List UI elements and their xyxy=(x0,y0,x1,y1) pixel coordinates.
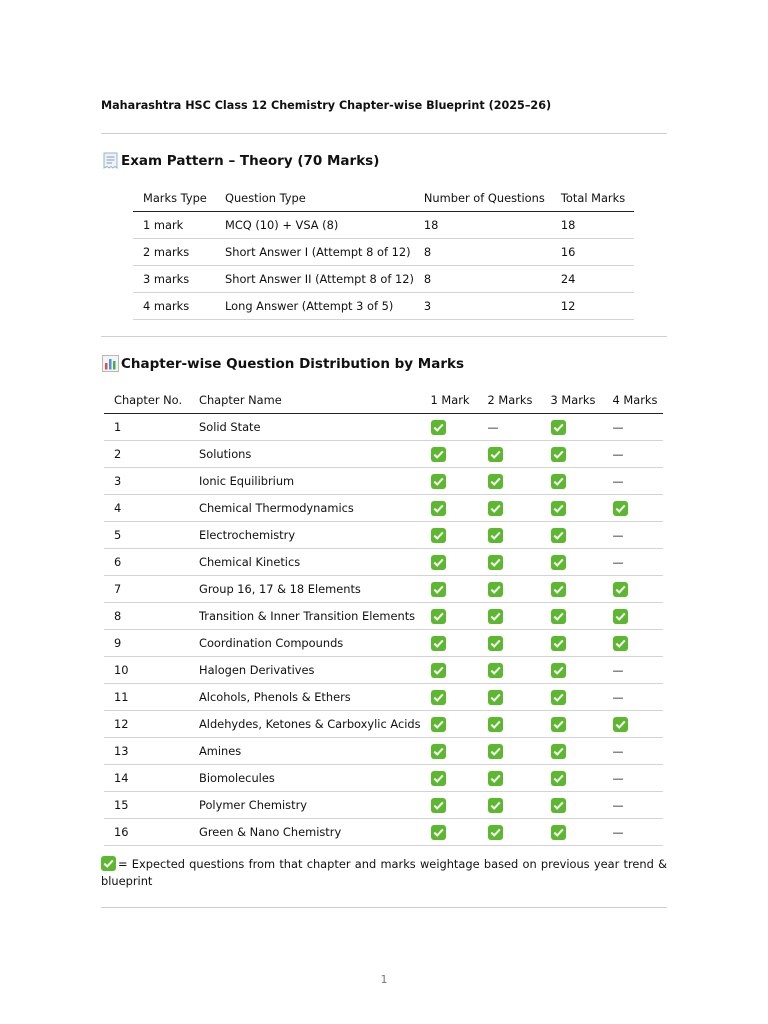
chapter-number: 14 xyxy=(104,765,189,792)
marks-cell xyxy=(421,576,478,603)
table-cell: 2 marks xyxy=(133,239,215,266)
marks-cell xyxy=(478,441,541,468)
check-mark-icon xyxy=(488,744,503,759)
table-row xyxy=(104,630,663,657)
marks-cell xyxy=(603,522,663,549)
receipt-icon xyxy=(101,151,120,170)
chapter-name: Electrochemistry xyxy=(189,522,421,549)
marks-cell xyxy=(603,495,663,522)
check-mark-icon xyxy=(488,690,503,705)
chapter-name: Biomolecules xyxy=(189,765,421,792)
marks-cell xyxy=(603,792,663,819)
chapter-number: 16 xyxy=(104,819,189,846)
table-row xyxy=(133,239,634,266)
dash-symbol: — xyxy=(612,475,624,488)
chapter-name: Solid State xyxy=(189,414,421,441)
column-header: Chapter Name xyxy=(189,387,421,414)
check-mark-icon xyxy=(431,474,446,489)
dash-symbol: — xyxy=(612,664,624,677)
check-mark-icon xyxy=(488,717,503,732)
check-mark-icon xyxy=(613,636,628,651)
chapter-name: Chemical Kinetics xyxy=(189,549,421,576)
marks-cell xyxy=(603,414,663,441)
marks-cell xyxy=(603,576,663,603)
check-mark-icon xyxy=(488,609,503,624)
marks-cell xyxy=(421,495,478,522)
marks-cell xyxy=(478,792,541,819)
check-mark-icon xyxy=(488,555,503,570)
chapter-name: Aldehydes, Ketones & Carboxylic Acids xyxy=(189,711,421,738)
column-header: Marks Type xyxy=(133,184,215,212)
dash-symbol: — xyxy=(612,691,624,704)
table-cell: 3 marks xyxy=(133,266,215,293)
table-row xyxy=(104,684,663,711)
check-mark-icon xyxy=(551,501,566,516)
table-row xyxy=(104,792,663,819)
table-cell: 24 xyxy=(551,266,634,293)
chapter-number: 12 xyxy=(104,711,189,738)
dash-symbol: — xyxy=(612,826,624,839)
marks-cell xyxy=(421,792,478,819)
chapter-name: Ionic Equilibrium xyxy=(189,468,421,495)
table-row xyxy=(104,468,663,495)
check-mark-icon xyxy=(431,771,446,786)
table-cell: 8 xyxy=(414,239,551,266)
marks-cell xyxy=(421,711,478,738)
chapter-name: Group 16, 17 & 18 Elements xyxy=(189,576,421,603)
marks-cell xyxy=(541,738,603,765)
check-mark-icon xyxy=(431,582,446,597)
table-row xyxy=(104,522,663,549)
check-mark-icon xyxy=(431,663,446,678)
divider xyxy=(101,907,667,908)
check-mark-icon xyxy=(551,825,566,840)
check-mark-icon xyxy=(488,528,503,543)
marks-cell xyxy=(603,657,663,684)
check-mark-icon xyxy=(551,744,566,759)
marks-cell xyxy=(478,522,541,549)
check-mark-icon xyxy=(431,501,446,516)
chapter-number: 11 xyxy=(104,684,189,711)
check-mark-icon xyxy=(551,420,566,435)
table-cell: Short Answer I (Attempt 8 of 12) xyxy=(215,239,414,266)
chapter-number: 13 xyxy=(104,738,189,765)
check-mark-icon xyxy=(488,798,503,813)
table-row xyxy=(104,819,663,846)
distribution-heading xyxy=(101,354,464,373)
check-mark-icon xyxy=(551,474,566,489)
dash-symbol: — xyxy=(487,421,499,434)
marks-cell xyxy=(421,441,478,468)
marks-cell xyxy=(541,441,603,468)
chapter-number: 1 xyxy=(104,414,189,441)
check-mark-icon xyxy=(551,771,566,786)
check-mark-icon xyxy=(551,528,566,543)
marks-cell xyxy=(421,522,478,549)
legend-text: = Expected questions from that chapter and marks weightage based on previous year trend & blueprint xyxy=(101,857,667,888)
check-mark-icon xyxy=(488,447,503,462)
dash-symbol: — xyxy=(612,772,624,785)
chapter-number: 2 xyxy=(104,441,189,468)
marks-cell xyxy=(603,630,663,657)
marks-cell xyxy=(541,819,603,846)
marks-cell xyxy=(603,468,663,495)
table-row xyxy=(104,576,663,603)
check-mark-icon xyxy=(551,636,566,651)
document-title: Maharashtra HSC Class 12 Chemistry Chapter-wise Blueprint (2025–26) xyxy=(101,99,552,112)
marks-cell xyxy=(421,819,478,846)
marks-cell xyxy=(421,468,478,495)
distribution-heading-text: Chapter-wise Question Distribution by Marks xyxy=(121,355,465,372)
marks-cell xyxy=(541,792,603,819)
marks-cell xyxy=(603,549,663,576)
check-mark-icon xyxy=(431,528,446,543)
marks-cell xyxy=(541,657,603,684)
marks-cell xyxy=(478,414,541,441)
divider xyxy=(101,336,667,337)
table-row xyxy=(133,212,634,239)
check-mark-icon xyxy=(551,609,566,624)
check-mark-icon xyxy=(613,609,628,624)
marks-cell xyxy=(478,657,541,684)
chapter-name: Chemical Thermodynamics xyxy=(189,495,421,522)
chapter-number: 5 xyxy=(104,522,189,549)
marks-cell xyxy=(478,819,541,846)
marks-cell xyxy=(478,765,541,792)
marks-cell xyxy=(603,711,663,738)
marks-cell xyxy=(541,711,603,738)
table-cell: 8 xyxy=(414,266,551,293)
marks-cell xyxy=(478,468,541,495)
table-row xyxy=(133,266,634,293)
table-cell: Long Answer (Attempt 3 of 5) xyxy=(215,293,414,320)
page-number: 1 xyxy=(380,973,388,986)
marks-cell xyxy=(421,684,478,711)
marks-cell xyxy=(541,684,603,711)
check-mark-icon xyxy=(431,798,446,813)
check-mark-icon xyxy=(431,744,446,759)
marks-cell xyxy=(541,414,603,441)
marks-cell xyxy=(478,576,541,603)
marks-cell xyxy=(421,657,478,684)
chapter-name: Halogen Derivatives xyxy=(189,657,421,684)
table-row xyxy=(104,495,663,522)
table-row xyxy=(133,293,634,320)
check-mark-icon xyxy=(431,447,446,462)
dash-symbol: — xyxy=(612,556,624,569)
marks-cell xyxy=(603,765,663,792)
column-header: 4 Marks xyxy=(603,387,663,414)
column-header: Total Marks xyxy=(551,184,634,212)
check-mark-icon xyxy=(551,798,566,813)
table-header-row xyxy=(133,184,634,212)
chapter-number: 8 xyxy=(104,603,189,630)
marks-cell xyxy=(478,630,541,657)
chapter-name: Green & Nano Chemistry xyxy=(189,819,421,846)
column-header: 1 Mark xyxy=(421,387,478,414)
table-row xyxy=(104,441,663,468)
check-mark-icon xyxy=(488,663,503,678)
check-mark-icon xyxy=(431,825,446,840)
chapter-number: 15 xyxy=(104,792,189,819)
table-cell: 18 xyxy=(551,212,634,239)
marks-cell xyxy=(478,549,541,576)
check-mark-icon xyxy=(551,663,566,678)
table-cell: MCQ (10) + VSA (8) xyxy=(215,212,414,239)
marks-cell xyxy=(421,549,478,576)
check-mark-icon xyxy=(431,609,446,624)
chapter-name: Alcohols, Phenols & Ethers xyxy=(189,684,421,711)
check-mark-icon xyxy=(613,501,628,516)
table-cell: 3 xyxy=(414,293,551,320)
marks-cell xyxy=(541,468,603,495)
chapter-name: Polymer Chemistry xyxy=(189,792,421,819)
column-header: Chapter No. xyxy=(104,387,189,414)
check-mark-icon xyxy=(488,825,503,840)
marks-cell xyxy=(541,630,603,657)
check-mark-icon xyxy=(551,690,566,705)
marks-cell xyxy=(541,603,603,630)
exam-pattern-heading xyxy=(101,151,379,170)
table-row xyxy=(104,657,663,684)
table-row xyxy=(104,765,663,792)
marks-cell xyxy=(541,522,603,549)
marks-cell xyxy=(421,630,478,657)
check-mark-icon xyxy=(551,582,566,597)
marks-cell xyxy=(541,576,603,603)
marks-cell xyxy=(478,684,541,711)
marks-cell xyxy=(478,738,541,765)
check-mark-icon xyxy=(551,555,566,570)
table-header-row xyxy=(104,387,663,414)
marks-cell xyxy=(421,738,478,765)
column-header: 2 Marks xyxy=(478,387,541,414)
chapter-name: Amines xyxy=(189,738,421,765)
column-header: Number of Questions xyxy=(414,184,551,212)
check-mark-icon xyxy=(613,717,628,732)
check-mark-icon xyxy=(551,717,566,732)
marks-cell xyxy=(478,495,541,522)
dash-symbol: — xyxy=(612,421,624,434)
chapter-number: 7 xyxy=(104,576,189,603)
marks-cell xyxy=(603,684,663,711)
chapter-name: Transition & Inner Transition Elements xyxy=(189,603,421,630)
chapter-name: Solutions xyxy=(189,441,421,468)
check-mark-icon xyxy=(551,447,566,462)
marks-cell xyxy=(421,603,478,630)
check-mark-icon xyxy=(431,690,446,705)
check-mark-icon xyxy=(488,501,503,516)
table-cell: 12 xyxy=(551,293,634,320)
marks-cell xyxy=(541,495,603,522)
column-header: 3 Marks xyxy=(541,387,603,414)
marks-cell xyxy=(541,549,603,576)
marks-cell xyxy=(541,765,603,792)
marks-cell xyxy=(603,603,663,630)
dash-symbol: — xyxy=(612,745,624,758)
exam-pattern-table xyxy=(133,184,634,320)
table-cell: 18 xyxy=(414,212,551,239)
marks-cell xyxy=(421,765,478,792)
chapter-number: 9 xyxy=(104,630,189,657)
dash-symbol: — xyxy=(612,529,624,542)
check-mark-icon xyxy=(431,555,446,570)
check-mark-icon xyxy=(101,856,116,871)
table-row xyxy=(104,549,663,576)
check-mark-icon xyxy=(431,636,446,651)
marks-cell xyxy=(603,738,663,765)
table-row xyxy=(104,738,663,765)
chapter-name: Coordination Compounds xyxy=(189,630,421,657)
check-mark-icon xyxy=(488,474,503,489)
marks-cell xyxy=(478,603,541,630)
bar-chart-icon xyxy=(101,354,120,373)
marks-cell xyxy=(603,819,663,846)
table-cell: 4 marks xyxy=(133,293,215,320)
table-cell: Short Answer II (Attempt 8 of 12) xyxy=(215,266,414,293)
table-cell: 16 xyxy=(551,239,634,266)
chapter-number: 3 xyxy=(104,468,189,495)
marks-cell xyxy=(478,711,541,738)
table-row xyxy=(104,414,663,441)
exam-pattern-heading-text: Exam Pattern – Theory (70 Marks) xyxy=(121,152,380,169)
check-mark-icon xyxy=(431,420,446,435)
table-row xyxy=(104,711,663,738)
distribution-table xyxy=(104,387,663,846)
legend-note xyxy=(101,856,667,890)
chapter-number: 10 xyxy=(104,657,189,684)
chapter-number: 4 xyxy=(104,495,189,522)
check-mark-icon xyxy=(488,582,503,597)
divider xyxy=(101,133,667,134)
check-mark-icon xyxy=(488,636,503,651)
table-row xyxy=(104,603,663,630)
chapter-number: 6 xyxy=(104,549,189,576)
check-mark-icon xyxy=(613,582,628,597)
marks-cell xyxy=(421,414,478,441)
dash-symbol: — xyxy=(612,448,624,461)
dash-symbol: — xyxy=(612,799,624,812)
check-mark-icon xyxy=(488,771,503,786)
table-cell: 1 mark xyxy=(133,212,215,239)
column-header: Question Type xyxy=(215,184,414,212)
marks-cell xyxy=(603,441,663,468)
check-mark-icon xyxy=(431,717,446,732)
